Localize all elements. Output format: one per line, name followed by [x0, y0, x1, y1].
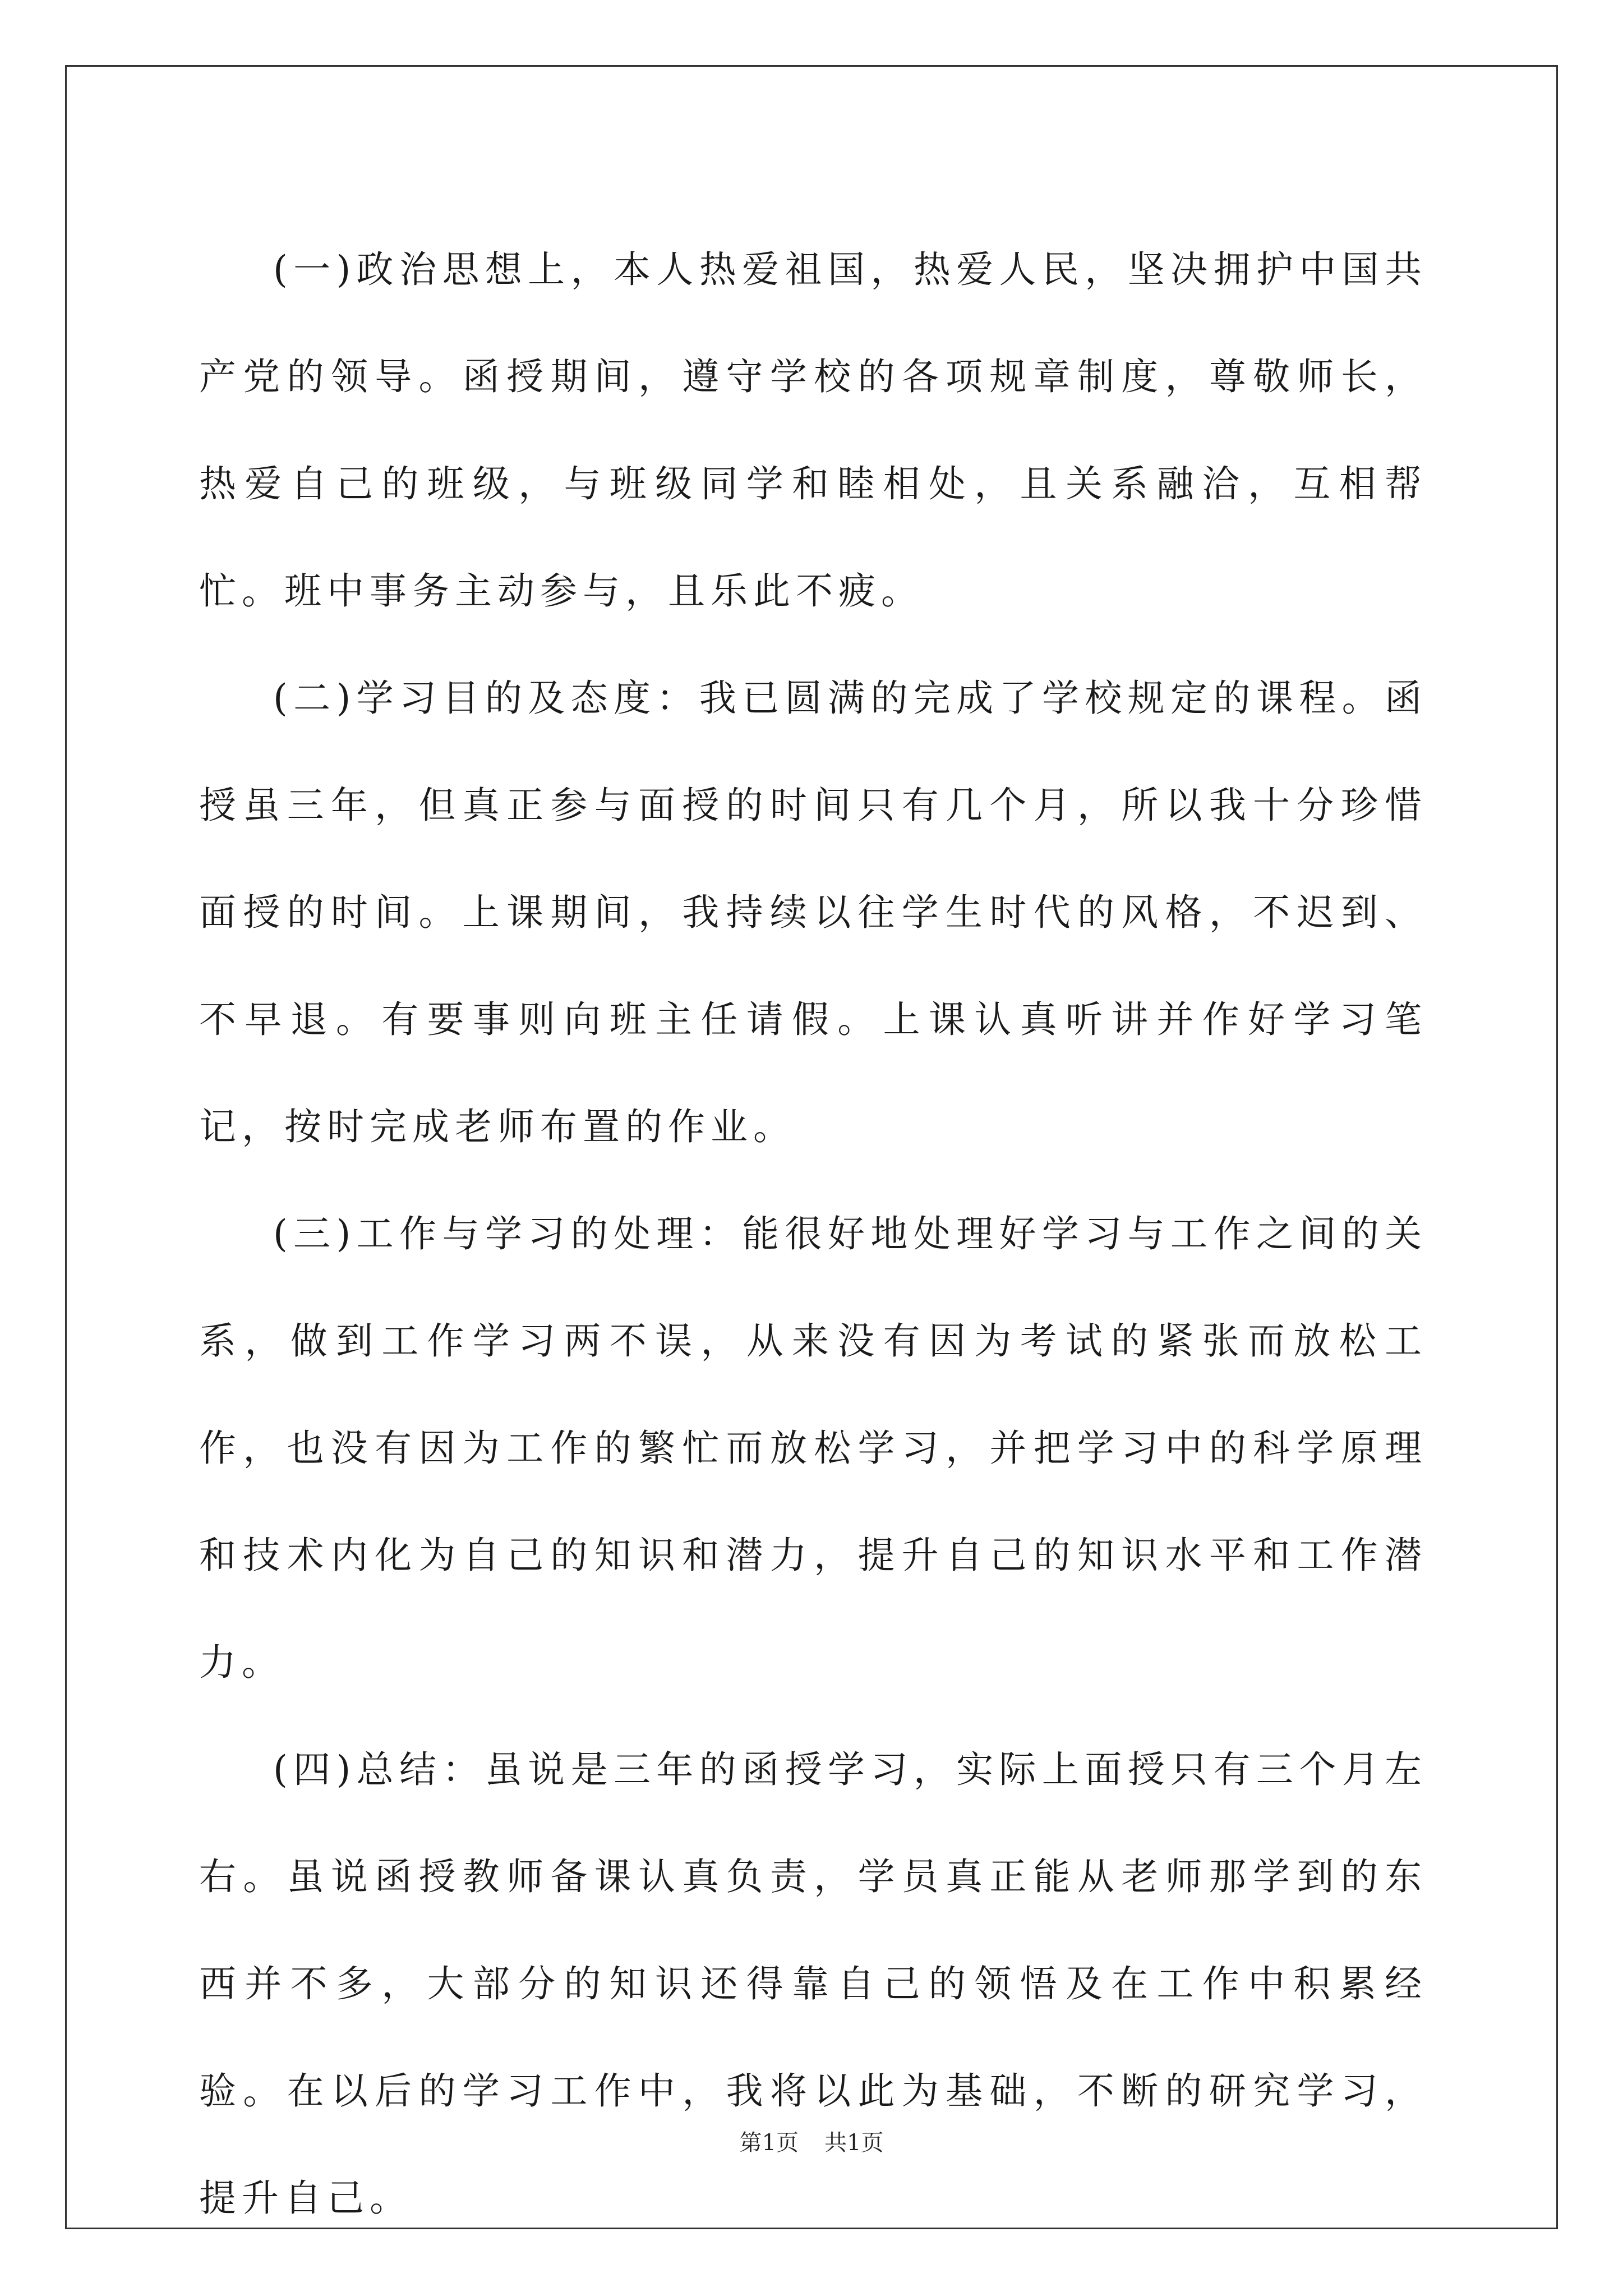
paragraph-work-study-balance: (三)工作与学习的处理：能很好地处理好学习与工作之间的关系，做到工作学习两不误，从来没有因为考试的紧张而放松工作，也没有因为工作的繁忙而放松学习，并把学习中的科学原理和技术内化为自己的知识和潜力，提升自己的知识水平和工作潜力。: [199, 1212, 1427, 1684]
paragraph-study-attitude: (二)学习目的及态度：我已圆满的完成了学校规定的课程。函授虽三年，但真正参与面授的时间只有几个月，所以我十分珍惜面授的时间。上课期间，我持续以往学生时代的风格，不迟到、不早退。有要事则向班主任请假。上课认真听讲并作好学习笔记，按时完成老师布置的作业。: [199, 677, 1427, 1148]
page-footer: [0, 2129, 1623, 2157]
page-number-current: 第1页: [739, 2130, 799, 2156]
paragraph-political-thought: (一)政治思想上，本人热爱祖国，热爱人民，坚决拥护中国共产党的领导。函授期间，遵守学校的各项规章制度，尊敬师长，热爱自己的班级，与班级同学和睦相处，且关系融洽，互相帮忙。班中事务主动参与，且乐此不疲。: [199, 248, 1427, 613]
paragraph-summary: (四)总结：虽说是三年的函授学习，实际上面授只有三个月左右。虽说函授教师备课认真负责，学员真正能从老师那学到的东西并不多，大部分的知识还得靠自己的领悟及在工作中积累经验。在以后的学习工作中，我将以此为基础，不断的研究学习，提升自己。: [199, 1748, 1427, 2220]
document-body: [199, 216, 1427, 2252]
page-number-total: 共1页: [824, 2130, 884, 2156]
